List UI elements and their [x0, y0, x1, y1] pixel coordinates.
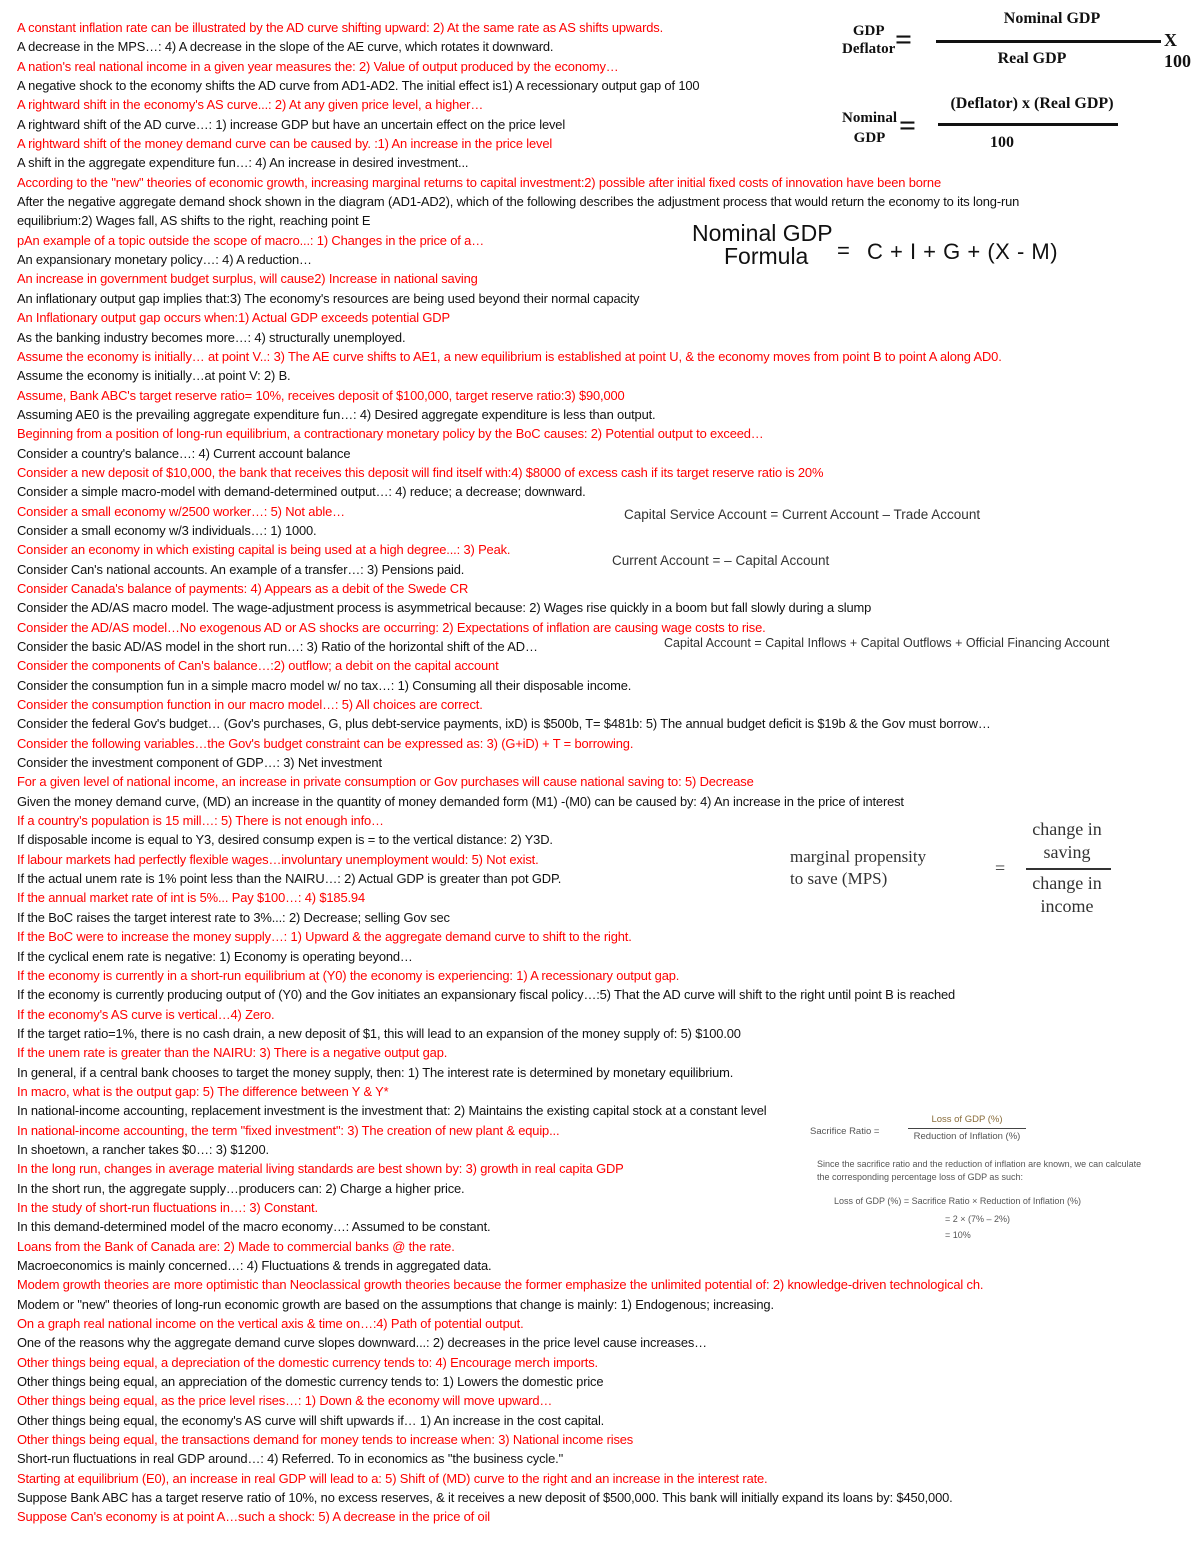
note-line: Consider the investment component of GDP…: 3) Net investment — [17, 755, 382, 771]
lhs-line: GDP — [853, 130, 886, 146]
note-line: If the actual unem rate is 1% point less than the NAIRU…: 2) Actual GDP is greater than pot GDP. — [17, 871, 562, 887]
note-line: For a given level of national income, an increase in private consumption or Gov purchases will cause national saving to: 5) Decrease — [17, 774, 754, 790]
note-line: An expansionary monetary policy…: 4) A reduction… — [17, 252, 312, 268]
equation-line: Loss of GDP (%) = Sacrifice Ratio × Reduction of Inflation (%) — [834, 1196, 1081, 1206]
note-line: If the annual market rate of int is 5%... Pay $100…: 4) $185.94 — [17, 890, 365, 906]
note-line: On a graph real national income on the vertical axis & time on…:4) Path of potential output. — [17, 1316, 524, 1332]
note-line: Loans from the Bank of Canada are: 2) Made to commercial banks @ the rate. — [17, 1238, 455, 1254]
note-line: In this demand-determined model of the macro economy…: Assumed to be constant. — [17, 1219, 491, 1235]
note-line: Other things being equal, the transactions demand for money tends to increase when: 3) National income rises — [17, 1432, 634, 1448]
equals-sign: = — [899, 109, 917, 142]
denominator: Real GDP — [997, 50, 1067, 67]
fraction-bar — [936, 40, 1161, 43]
numerator-line: change in — [1032, 819, 1102, 839]
lhs-line: Nominal — [842, 110, 898, 126]
formula-lhs — [842, 22, 895, 58]
fraction-bar — [1026, 868, 1111, 870]
note-line: Consider a new deposit of $10,000, the bank that receives this deposit will find itself with:4) $8000 of excess cash if its target reserve ratio is 20% — [17, 464, 824, 480]
note-line: Consider Canada's balance of payments: 4) Appears as a debit of the Swede CR — [17, 580, 469, 596]
note-line: Consider a simple macro-model with demand-determined output…: 4) reduce; a decrease; downward. — [17, 484, 586, 500]
note-line: pAn example of a topic outside the scope of macro...: 1) Changes in the price of a… — [17, 232, 484, 248]
fraction-bar — [938, 123, 1118, 126]
lhs-line: to save (MPS) — [790, 869, 888, 888]
capital-account-formula: Capital Account = Capital Inflows + Capital Outflows + Official Financing Account — [664, 636, 1110, 650]
formula-rhs: C + I + G + (X - M) — [867, 239, 1059, 264]
note-line: Starting at equilibrium (E0), an increase in real GDP will lead to a: 5) Shift of (MD) curve to the right and an increase in the interest rate. — [17, 1470, 768, 1486]
note-line: If the cyclical enem rate is negative: 1) Economy is operating beyond… — [17, 948, 413, 964]
gdp-deflator-formula — [842, 8, 1191, 71]
equation-line: = 10% — [945, 1230, 971, 1240]
note-line: If the economy is currently in a short-run equilibrium at (Y0) the economy is experiencing: 1) A recessionary output gap. — [17, 967, 680, 983]
lhs-line: GDP — [852, 23, 885, 39]
note-line: According to the "new" theories of economic growth, increasing marginal returns to capital investment:2) possible after initial fixed costs of innovation have been borne — [17, 174, 942, 190]
capital-service-account-formula: Capital Service Account = Current Account – Trade Account — [624, 507, 981, 522]
explanation-paragraph: Since the sacrifice ratio and the reduction of inflation are known, we can calculate the corresponding percentage loss of GDP as such: — [817, 1159, 1142, 1182]
note-line: A rightward shift of the AD curve…: 1) increase GDP but have an uncertain effect on the price level — [17, 116, 566, 132]
note-line: Modem growth theories are more optimistic than Neoclassical growth theories because the former emphasize the unlimited potential of: 2) knowledge-driven technological ch. — [17, 1277, 984, 1293]
note-line: Consider a small economy w/2500 worker…: 5) Not able… — [17, 503, 345, 519]
formula-lhs — [842, 108, 897, 148]
note-line: If the target ratio=1%, there is no cash drain, a new deposit of $1, this will lead to an expansion of the money supply of: 5) $100.00 — [17, 1025, 741, 1041]
note-line: Consider the AD/AS model…No exogenous AD or AS shocks are occurring: 2) Expectations of inflation are causing wage costs to rise. — [17, 619, 766, 635]
note-line: Suppose Bank ABC has a target reserve ratio of 10%, no excess reserves, & it receives a new deposit of $500,000. This bank will initially expand its loans by: $450,000. — [17, 1490, 953, 1506]
denominator-line: income — [1040, 896, 1094, 916]
formula-lhs — [790, 846, 926, 890]
note-line: If the BoC raises the target interest rate to 3%...: 2) Decrease; selling Gov sec — [17, 909, 450, 925]
note-line: Consider the components of Can's balance…:2) outflow; a debit on the capital account — [17, 658, 499, 674]
note-line: A shift in the aggregate expenditure fun…: 4) An increase in desired investment... — [17, 155, 469, 171]
note-line: Consider the consumption fun in a simple macro model w/ no tax…: 1) Consuming all their disposable income. — [17, 677, 632, 693]
note-line: If the unem rate is greater than the NAIRU: 3) There is a negative output gap. — [17, 1045, 448, 1061]
note-line: Consider the basic AD/AS model in the short run…: 3) Ratio of the horizontal shift of the AD… — [17, 639, 538, 654]
numerator: Loss of GDP (%) — [931, 1114, 1003, 1125]
note-line: Other things being equal, a depreciation of the domestic currency tends to: 4) Encourage merch imports. — [17, 1354, 598, 1370]
numerator — [1022, 818, 1112, 864]
note-line: Assuming AE0 is the prevailing aggregate expenditure fun…: 4) Desired aggregate expenditure is less than output. — [17, 406, 656, 422]
equals-sign: = — [995, 858, 1006, 878]
note-line: Consider an economy in which existing capital is being used at a high degree...: 3) Peak. — [17, 542, 511, 558]
nominal-gdp-expenditure-formula — [692, 220, 1112, 272]
note-line: A constant inflation rate can be illustrated by the AD curve shifting upward: 2) At the same rate as AS shifts upwards. — [17, 20, 664, 35]
note-line: A decrease in the MPS…: 4) A decrease in the slope of the AE curve, which rotates it downward. — [17, 39, 554, 55]
note-line: Short-run fluctuations in real GDP around…: 4) Referred. To in economics as "the business cycle." — [17, 1451, 564, 1467]
note-line: If the BoC were to increase the money supply…: 1) Upward & the aggregate demand curve to shift to the right. — [17, 929, 632, 945]
note-line: Given the money demand curve, (MD) an increase in the quantity of money demanded form (M1) -(M0) can be caused by: 4) An increase in the price of interest — [17, 793, 904, 809]
sacrifice-ratio-label: Sacrifice Ratio = — [810, 1126, 880, 1137]
note-line: In general, if a central bank chooses to target the money supply, then: 1) The interest rate is determined by monetary equilibrium. — [17, 1064, 734, 1080]
note-line: If the economy is currently producing output of (Y0) and the Gov initiates an expansionary fiscal policy…:5) That the AD curve will shift to the right until point B is reached — [17, 987, 956, 1003]
equals-sign: = — [837, 238, 850, 263]
note-line: Consider the consumption function in our macro model…: 5) All choices are correct. — [17, 697, 483, 713]
equals-sign: = — [895, 23, 913, 56]
note-line: Assume the economy is initially…at point V: 2) B. — [17, 368, 291, 384]
note-line: Consider a country's balance…: 4) Current account balance — [17, 445, 351, 461]
note-line: Beginning from a position of long-run equilibrium, a contractionary monetary policy by the BoC causes: 2) Potential output to exceed… — [17, 426, 764, 442]
note-line: An increase in government budget surplus, will cause2) Increase in national saving — [17, 271, 478, 287]
note-line: Modem or "new" theories of long-run economic growth are based on the assumptions that change is mainly: 1) Endogenous; increasing. — [17, 1296, 774, 1312]
note-line: In the short run, the aggregate supply…producers can: 2) Charge a higher price. — [17, 1180, 465, 1196]
note-line: A nation's real national income in a given year measures the: 2) Value of output produced by the economy… — [17, 58, 619, 74]
note-line: If labour markets had perfectly flexible wages…involuntary unemployment would: 5) Not exist. — [17, 851, 539, 867]
note-line: An inflationary output gap implies that:3) The economy's resources are being used beyond their normal capacity — [17, 290, 640, 306]
formula-title: Nominal GDP — [692, 220, 833, 246]
denominator: 100 — [990, 134, 1014, 151]
note-line: Assume, Bank ABC's target reserve ratio= 10%, receives deposit of $100,000, target reserve ratio:3) $90,000 — [17, 387, 625, 403]
note-line: equilibrium:2) Wages fall, AS shifts to the right, reaching point E — [17, 213, 371, 229]
note-line: In national-income accounting, the term "fixed investment": 3) The creation of new plant & equip... — [17, 1122, 560, 1138]
note-line: A negative shock to the economy shifts the AD curve from AD1-AD2. The initial effect is1) A recessionary output gap of 100 — [17, 78, 700, 94]
formula-subtitle: Formula — [724, 243, 809, 269]
mps-formula — [790, 818, 1120, 922]
numerator: Nominal GDP — [1003, 10, 1101, 27]
note-line: Consider the AD/AS macro model. The wage-adjustment process is asymmetrical because: 2) Wages rise quickly in a boom but fall slowly during a slump — [17, 600, 872, 616]
sacrifice-ratio-figure — [800, 1108, 1150, 1243]
note-line: After the negative aggregate demand shock shown in the diagram (AD1-AD2), which of the following describes the adjustment process that would return the economy to its long-run — [17, 194, 1020, 210]
note-line: Suppose Can's economy is at point A…such a shock: 5) A decrease in the price of oil — [17, 1509, 491, 1525]
note-line: A rightward shift in the economy's AS curve...: 2) At any given price level, a higher… — [17, 97, 484, 113]
note-line: If a country's population is 15 mill…: 5) There is not enough info… — [17, 813, 384, 829]
lhs-line: Deflator — [842, 41, 896, 57]
note-line: Consider the federal Gov's budget… (Gov's purchases, G, plus debt-service payments, ixD) is $500b, T= $481b: 5) The annual budget deficit is $19b & the Gov must borrow… — [17, 716, 991, 732]
note-line: Other things being equal, the economy's AS curve will shift upwards if… 1) An increase in the cost capital. — [17, 1412, 605, 1428]
note-line: In national-income accounting, replacement investment is the investment that: 2) Maintains the existing capital stock at a constant level — [17, 1103, 767, 1119]
note-line: Assume the economy is initially… at point V..: 3) The AE curve shifts to AE1, a new equilibrium is established at point U, & the economy moves from point B to point A along AD0. — [17, 348, 1002, 364]
note-line: As the banking industry becomes more…: 4) structurally unemployed. — [17, 329, 406, 345]
note-line: An Inflationary output gap occurs when:1) Actual GDP exceeds potential GDP — [17, 310, 450, 326]
fraction-bar — [908, 1128, 1026, 1129]
note-line: Consider Can's national accounts. An example of a transfer…: 3) Pensions paid. — [17, 561, 465, 577]
note-line: If the economy's AS curve is vertical…4) Zero. — [17, 1006, 275, 1022]
note-line: Consider the following variables…the Gov's budget constraint can be expressed as: 3) (G+iD) + T = borrowing. — [17, 735, 634, 751]
multiplier: X 100 — [1164, 30, 1191, 71]
note-line: Consider a small economy w/3 individuals…: 1) 1000. — [17, 522, 317, 538]
note-line: In shoetown, a rancher takes $0…: 3) $1200. — [17, 1141, 269, 1157]
note-line: In macro, what is the output gap: 5) The difference between Y & Y* — [17, 1083, 389, 1099]
numerator: (Deflator) x (Real GDP) — [950, 95, 1114, 112]
numerator-line: saving — [1043, 842, 1091, 862]
note-line: One of the reasons why the aggregate demand curve slopes downward...: 2) decreases in the price level cause increases… — [17, 1335, 707, 1351]
current-account-formula: Current Account = – Capital Account — [612, 553, 830, 568]
nominal-gdp-deflator-formula — [842, 92, 1122, 154]
note-line: If disposable income is equal to Y3, desired consump expen is = to the vertical distance: 2) Y3D. — [17, 832, 553, 848]
note-line: In the study of short-run fluctuations in…: 3) Constant. — [17, 1199, 318, 1215]
note-line: In the long run, changes in average material living standards are best shown by: 3) growth in real capita GDP — [17, 1161, 624, 1177]
lhs-line: marginal propensity — [790, 847, 927, 866]
equation-line: = 2 × (7% – 2%) — [945, 1214, 1011, 1224]
note-line: Macroeconomics is mainly concerned…: 4) Fluctuations & trends in aggregated data. — [17, 1258, 492, 1273]
note-line: A rightward shift of the money demand curve can be caused by. :1) An increase in the price level — [17, 136, 553, 152]
note-line: Other things being equal, as the price level rises…: 1) Down & the economy will move upward… — [17, 1393, 553, 1409]
denominator: Reduction of Inflation (%) — [913, 1131, 1021, 1142]
denominator — [1022, 872, 1112, 918]
note-line: Other things being equal, an appreciation of the domestic currency tends to: 1) Lowers the domestic price — [17, 1374, 604, 1390]
denominator-line: change in — [1032, 873, 1102, 893]
